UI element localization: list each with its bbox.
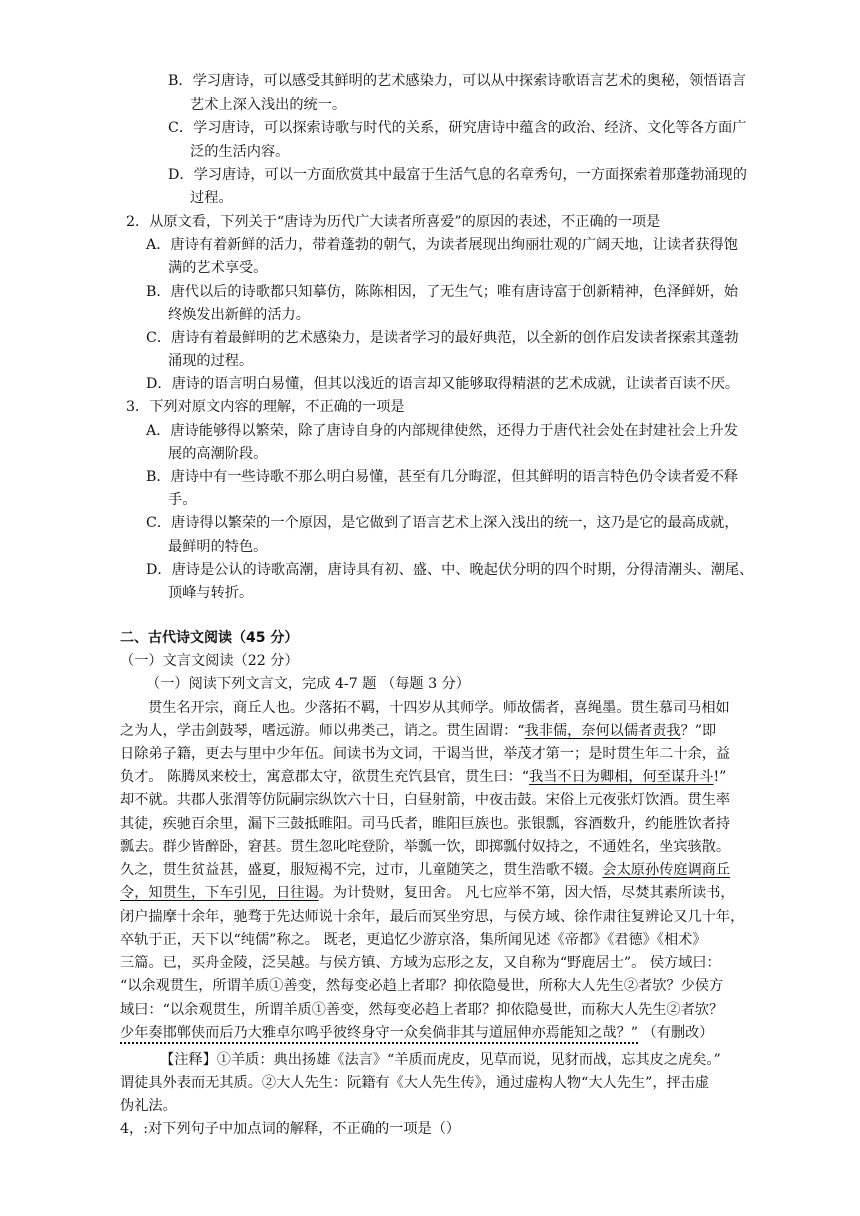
q4-stem: 4，:对下列句子中加点词的解释，不正确的一项是（） bbox=[120, 1121, 461, 1137]
passage-line: 贯生名开宗，商丘人也。少落拓不羁，十四岁从其师学。师故儒者，喜绳墨。贯生慕司马相如 bbox=[148, 700, 730, 716]
passage-line: 闭户揣摩十余年，驰骛于先达师说十余年，最后而冥坐穷思，与侯方域、徐作肃往复辨论又几十年， bbox=[120, 909, 745, 925]
q3-option-d-line1: D．唐诗是公认的诗歌高潮，唐诗具有初、盛、中、晚起伏分明的四个时期，分得清潮头、潮尾、 bbox=[146, 562, 754, 578]
passage-line: 卒轨于正，天下以“纯儒”称之。 既老，更追忆少游京洛，集所闻见述《帝都》《君德》《相术》 bbox=[120, 932, 707, 948]
q1-option-d-line2: 过程。 bbox=[190, 190, 233, 206]
q2-option-a-line1: A．唐诗有着新鲜的活力，带着蓬勃的朝气，为读者展现出绚丽壮观的广阔天地，让读者获得饱 bbox=[146, 237, 738, 253]
q3-option-c-line1: C．唐诗得以繁荣的一个原因，是它做到了语言艺术上深入浅出的统一，这乃是它的最高成就， bbox=[146, 515, 739, 531]
reading-instruction: （一）阅读下列文言文，完成 4-7 题 （每题 3 分） bbox=[146, 676, 470, 692]
q2-option-d-line1: D．唐诗的语言明白易懂，但其以浅近的语言却又能够取得精湛的艺术成就，让读者百读不厌。 bbox=[146, 376, 740, 392]
q3-option-b-line2: 手。 bbox=[168, 492, 197, 508]
passage-line: 三篇。已，买舟金陵，泛吴越。与侯方镇、方域为忘形之友，又自称为“野鹿居士”。 侯方域曰： bbox=[120, 955, 721, 971]
annotation-line: 伪礼法。 bbox=[120, 1098, 177, 1114]
subsection-title: （一）文言文阅读（22 分） bbox=[120, 653, 299, 669]
q2-option-c-line2: 涌现的过程。 bbox=[168, 353, 254, 369]
unpunctuated-sentence: 少年奏邯郸侠而后乃大雅卓尔鸣乎彼终身守一众矣倘非其与道屈伸亦焉能知之哉？” bbox=[120, 1025, 639, 1041]
annotation-line: 谓徒具外表而无其质。②大人先生：阮籍有《大人先生传》，通过虚构人物“大人先生”，抨击虚 bbox=[120, 1075, 710, 1091]
passage-line: 日除弟子籍，更去与里中少年伍。间读书为文词，干谒当世，举茂才第一；是时贯生年二十余，益 bbox=[120, 746, 731, 762]
q2-option-b-line2: 终焕发出新鲜的活力。 bbox=[168, 307, 310, 323]
passage-line: 令，知贯生，下车引见，日往谒。为计贽财，复田舍。 凡七应举不第，因大悟，尽焚其素所读书， bbox=[120, 885, 735, 901]
q1-option-b-line2: 艺术上深入浅出的统一。 bbox=[190, 97, 347, 113]
q3-option-c-line2: 最鲜明的特色。 bbox=[168, 539, 268, 555]
q1-option-c-line2: 泛的生活内容。 bbox=[190, 144, 290, 160]
q1-option-c-line1: C．学习唐诗，可以探索诗歌与时代的关系，研究唐诗中蕴含的政治、经济、文化等各方面广 bbox=[168, 120, 747, 136]
q3-option-a-line2: 展的高潮阶段。 bbox=[168, 446, 268, 462]
passage-line: 却不就。共郡人张渭等仿阮嗣宗纵饮六十日，白昼射箭，中夜击鼓。宋俗上元夜张灯饮酒。贯生率 bbox=[120, 792, 731, 808]
passage-line: 域曰：“以余观贯生，所谓羊质①善变，然每变必趋上者耶？抑依隐曼世，而称大人先生②者欤？ bbox=[120, 1002, 724, 1018]
passage-line: “以余观贯生，所谓羊质①善变，然每变必趋上者耶？抑依隐曼世，所称大人先生②者欤？少侯方 bbox=[120, 978, 724, 994]
passage-line: 少年奏邯郸侠而后乃大雅卓尔鸣乎彼终身守一众矣倘非其与道屈伸亦焉能知之哉？” （有删改） bbox=[120, 1025, 714, 1041]
q2-option-b-line1: B．唐代以后的诗歌都只知摹仿，陈陈相因，了无生气；唯有唐诗富于创新精神，色泽鲜妍，始 bbox=[146, 284, 739, 300]
q3-stem: 3．下列对原文内容的理解，不正确的一项是 bbox=[126, 399, 405, 415]
passage-line: 负才。 陈腾凤来校士，寓意郡太守，欲贯生充饩县官，贯生曰：“我当不日为卿相，何至谋升斗!” bbox=[120, 769, 727, 785]
underlined-sentence-1: 我非儒，奈何以儒者责我 bbox=[524, 723, 681, 739]
annotation-line: 【注释】①羊质：典出扬雄《法言》“羊质而虎皮，见草而说，见豺而战，忘其皮之虎矣。” bbox=[160, 1052, 721, 1068]
q2-option-c-line1: C．唐诗有着最鲜明的艺术感染力，是读者学习的最好典范，以全新的创作启发读者探索其蓬勃 bbox=[146, 330, 739, 346]
q3-option-b-line1: B．唐诗中有一些诗歌不那么明白易懂，甚至有几分晦涩，但其鲜明的语言特色仍令读者爱不释 bbox=[146, 469, 739, 485]
passage-line: 之为人，学击剑鼓琴，嗜远游。师以弗类己，诮之。贯生固谓：“我非儒，奈何以儒者责我？”即 bbox=[120, 723, 717, 739]
underlined-sentence-2: 我当不日为卿相，何至谋升斗 bbox=[529, 769, 714, 785]
q3-option-d-line2: 顶峰与转折。 bbox=[168, 585, 254, 601]
section-title: 二、古代诗文阅读（45 分） bbox=[120, 630, 299, 646]
underlined-sentence-3-cont: 令，知贯生，下车引见，日往谒 bbox=[120, 885, 319, 901]
q2-stem: 2．从原文看，下列关于“唐诗为历代广大读者所喜爱”的原因的表述，不正确的一项是 bbox=[126, 214, 661, 230]
passage-line: 瓢去。群少皆醉卧，窘甚。贯生忽叱咤登阶，举瓢一饮，即掷瓢付奴持之，不通姓名，坐宾骇散。 bbox=[120, 839, 731, 855]
passage-line: 其徒，疾驰百余里，漏下三鼓抵睢阳。司马氏者，睢阳巨族也。张银瓢，容酒数升，约能胜饮者持 bbox=[120, 816, 731, 832]
underlined-sentence-3: 会太原孙传庭调商丘 bbox=[602, 862, 731, 878]
passage-line: 久之，贯生贫益甚，盛夏，服短褐不完，过市，儿童随笑之，贯生浩歌不辍。会太原孙传庭调商丘 bbox=[120, 862, 731, 878]
q1-option-b-line1: B．学习唐诗，可以感受其鲜明的艺术感染力，可以从中探索诗歌语言艺术的奥秘，领悟语言 bbox=[168, 73, 746, 89]
q1-option-d-line1: D．学习唐诗，可以一方面欣赏其中最富于生活气息的名章秀句，一方面探索着那蓬勃涌现的 bbox=[168, 167, 747, 183]
q2-option-a-line2: 满的艺术享受。 bbox=[168, 260, 268, 276]
q3-option-a-line1: A．唐诗能够得以繁荣，除了唐诗自身的内部规律使然，还得力于唐代社会处在封建社会上升发 bbox=[146, 423, 738, 439]
